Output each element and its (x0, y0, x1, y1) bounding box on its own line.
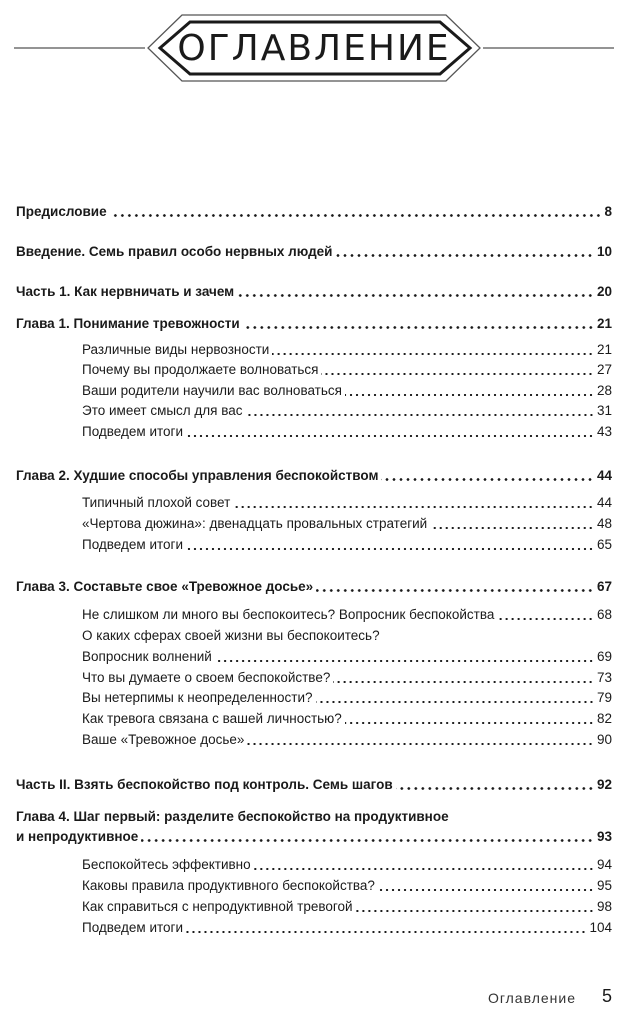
toc-entry-section[interactable] (82, 361, 612, 379)
toc-entry-chapter-3[interactable] (16, 578, 612, 596)
dot-leader (237, 294, 594, 297)
toc-label: Как справиться с непродуктивной тревогой (82, 899, 353, 914)
dot-leader (333, 681, 594, 683)
toc-label: Подведем итоги (82, 537, 183, 552)
dot-leader (110, 214, 602, 217)
toc-page: 94 (596, 857, 612, 872)
toc-entry-section[interactable] (82, 898, 612, 916)
toc-page: 67 (596, 579, 612, 594)
toc-entry-section[interactable] (82, 669, 612, 687)
toc-page: 65 (596, 537, 612, 552)
toc-label: Что вы думаете о своем беспокойстве? (82, 670, 331, 685)
dot-leader (321, 373, 593, 375)
toc-label: Почему вы продолжаете волноваться (82, 362, 319, 377)
toc-label: Ваше «Тревожное досье» (82, 732, 245, 747)
toc-label: Как тревога связана с вашей личностью? (82, 711, 342, 726)
toc-label: Подведем итоги (82, 920, 183, 935)
toc-page: 27 (596, 362, 612, 377)
toc-page: 21 (596, 316, 612, 331)
toc-entry-part-1[interactable] (16, 283, 612, 301)
toc-page: 73 (596, 670, 612, 685)
toc-page: 48 (596, 516, 612, 531)
toc-entry-section[interactable] (82, 423, 612, 441)
toc-page: 8 (604, 204, 612, 219)
toc-entry-chapter-1[interactable] (16, 315, 612, 333)
toc-label: Беспокойтесь эффективно (82, 857, 251, 872)
dot-leader (345, 394, 594, 396)
toc-entry-section[interactable] (82, 536, 612, 554)
toc-page: 79 (596, 690, 612, 705)
toc-page: 69 (596, 649, 612, 664)
toc-page: 92 (596, 777, 612, 792)
toc-label: Часть II. Взять беспокойство под контроль. Семь шагов (16, 777, 393, 792)
toc-page: 98 (596, 899, 612, 914)
dot-leader (246, 414, 594, 416)
dot-leader (233, 506, 594, 508)
toc-entry-section[interactable] (82, 919, 612, 937)
toc-entry-section[interactable] (82, 606, 612, 624)
toc-entry-section[interactable] (82, 494, 612, 512)
dot-leader (141, 839, 594, 842)
toc-label: Подведем итоги (82, 424, 183, 439)
toc-label: Глава 3. Составьте свое «Тревожное досье» (16, 579, 314, 594)
dot-leader (272, 353, 594, 355)
toc-entry-section[interactable] (82, 382, 612, 400)
toc-entry-preface[interactable] (16, 203, 612, 221)
toc-entry-section[interactable] (82, 731, 612, 749)
toc-entry-part-2[interactable] (16, 776, 612, 794)
page-number: 5 (601, 986, 612, 1006)
dot-leader (396, 787, 594, 790)
toc-page: 44 (596, 468, 612, 483)
toc-page: 31 (596, 403, 612, 418)
toc-entry-section[interactable] (82, 710, 612, 728)
toc-page: 43 (596, 424, 612, 439)
toc-label: Предисловие (16, 204, 107, 219)
toc-entry-section[interactable] (82, 877, 612, 895)
toc-label: Это имеет смысл для вас (82, 403, 243, 418)
toc-label: Введение. Семь правил особо нервных людей (16, 244, 333, 259)
toc-entry-chapter-2[interactable] (16, 467, 612, 485)
toc-page: 10 (596, 244, 612, 259)
toc-label: Часть 1. Как нервничать и зачем (16, 284, 235, 299)
dot-leader (335, 254, 593, 257)
toc-label: Каковы правила продуктивного беспокойства? (82, 878, 375, 893)
toc-page: 44 (596, 495, 612, 510)
running-title: Оглавление (487, 990, 576, 1006)
dot-leader (247, 743, 594, 745)
title-banner (0, 10, 628, 90)
toc-entry-section[interactable] (82, 689, 612, 707)
dot-leader (243, 326, 594, 329)
dot-leader (254, 868, 594, 870)
toc-entry-section[interactable] (82, 402, 612, 420)
dot-leader (378, 889, 594, 891)
toc-label: Глава 2. Худшие способы управления беспокойством (16, 468, 379, 483)
toc-entry-section[interactable] (82, 341, 612, 359)
toc-entry-section[interactable] (82, 515, 612, 533)
toc-label: Глава 1. Понимание тревожности (16, 316, 240, 331)
page-title: ОГЛАВЛЕНИЕ (177, 28, 451, 69)
toc-label: и непродуктивное (16, 829, 139, 844)
toc-label: Типичный плохой совет (82, 495, 231, 510)
toc-entry-introduction[interactable] (16, 243, 612, 261)
toc-label: Не слишком ли много вы беспокоитесь? Вопросник беспокойства (82, 607, 495, 622)
toc-page: 90 (596, 732, 612, 747)
toc-entry-section-heading[interactable]: О каких сферах своей жизни вы беспокоитесь? (82, 628, 380, 643)
toc-page: 20 (596, 284, 612, 299)
dot-leader (497, 618, 594, 620)
toc-page: 93 (596, 829, 612, 844)
toc-label: Различные виды нервозности (82, 342, 270, 357)
toc-page: 28 (596, 383, 612, 398)
toc-page: 104 (589, 920, 612, 935)
dot-leader (316, 589, 594, 592)
dot-leader (316, 701, 594, 703)
toc-page: 21 (596, 342, 612, 357)
toc-label: «Чертова дюжина»: двенадцать провальных стратегий (82, 516, 428, 531)
dot-leader (186, 931, 586, 933)
toc-page: 95 (596, 878, 612, 893)
toc-label: Вы нетерпимы к неопределенности? (82, 690, 313, 705)
dot-leader (430, 527, 594, 529)
toc-entry-chapter-4[interactable] (16, 828, 612, 846)
toc-page: 68 (596, 607, 612, 622)
toc-page: 82 (596, 711, 612, 726)
toc-entry-section[interactable] (82, 856, 612, 874)
dot-leader (345, 722, 594, 724)
dot-leader (186, 548, 594, 550)
toc-entry-chapter-4-line-1[interactable]: Глава 4. Шаг первый: разделите беспокойство на продуктивное (16, 809, 449, 824)
toc-label: Ваши родители научили вас волноваться (82, 383, 342, 398)
toc-label: Вопросник волнений (82, 649, 212, 664)
dot-leader (381, 478, 594, 481)
dot-leader (215, 660, 594, 662)
dot-leader (356, 910, 594, 912)
dot-leader (186, 435, 594, 437)
toc-entry-section[interactable] (82, 648, 612, 666)
